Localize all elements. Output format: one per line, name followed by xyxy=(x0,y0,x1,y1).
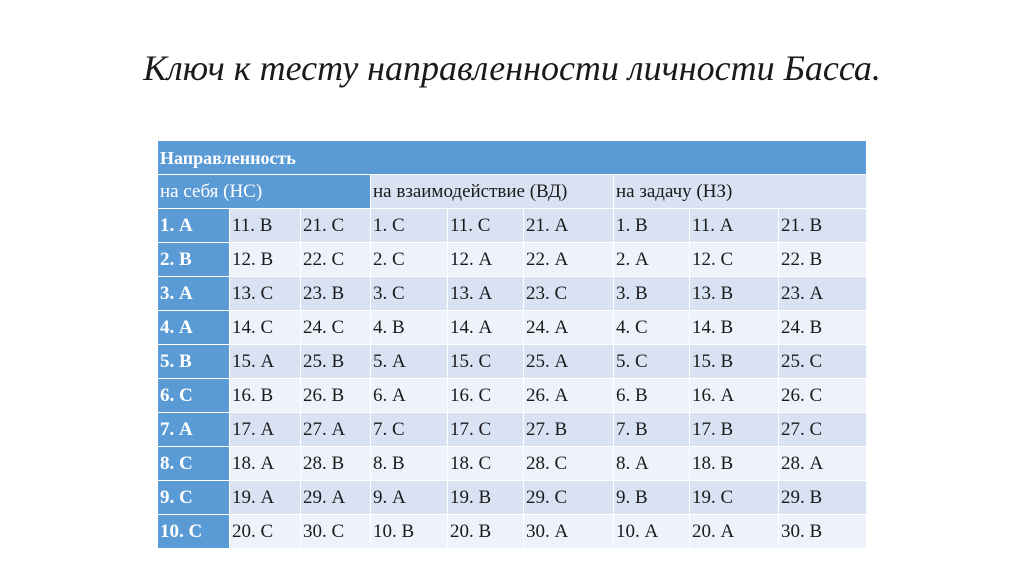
answer-cell: 28. С xyxy=(524,447,614,481)
answer-cell: 10. В xyxy=(371,515,448,549)
answer-cell: 11. В xyxy=(230,209,301,243)
row-number-cell: 5. В xyxy=(158,345,230,379)
table-row xyxy=(158,515,867,549)
table-row xyxy=(158,379,867,413)
answer-cell: 22. С xyxy=(301,243,371,277)
answer-cell: 3. В xyxy=(614,277,690,311)
answer-cell: 11. А xyxy=(690,209,779,243)
table-row xyxy=(158,277,867,311)
answer-cell: 22. А xyxy=(524,243,614,277)
answer-cell: 24. С xyxy=(301,311,371,345)
answer-key-table xyxy=(157,140,867,549)
table-row xyxy=(158,481,867,515)
answer-cell: 24. В xyxy=(779,311,867,345)
answer-cell: 12. В xyxy=(230,243,301,277)
answer-cell: 27. В xyxy=(524,413,614,447)
answer-cell: 18. С xyxy=(448,447,524,481)
answer-cell: 27. С xyxy=(779,413,867,447)
answer-cell: 25. А xyxy=(524,345,614,379)
answer-cell: 28. В xyxy=(301,447,371,481)
row-number-cell: 7. А xyxy=(158,413,230,447)
answer-cell: 7. В xyxy=(614,413,690,447)
answer-cell: 16. В xyxy=(230,379,301,413)
answer-cell: 19. С xyxy=(690,481,779,515)
answer-cell: 2. С xyxy=(371,243,448,277)
answer-cell: 20. С xyxy=(230,515,301,549)
table-row xyxy=(158,209,867,243)
answer-cell: 15. А xyxy=(230,345,301,379)
answer-cell: 24. А xyxy=(524,311,614,345)
answer-cell: 29. А xyxy=(301,481,371,515)
row-number-cell: 4. А xyxy=(158,311,230,345)
answer-cell: 2. А xyxy=(614,243,690,277)
table-row xyxy=(158,413,867,447)
answer-cell: 18. А xyxy=(230,447,301,481)
answer-cell: 30. В xyxy=(779,515,867,549)
answer-cell: 15. В xyxy=(690,345,779,379)
row-number-cell: 1. А xyxy=(158,209,230,243)
answer-cell: 16. А xyxy=(690,379,779,413)
answer-cell: 26. С xyxy=(779,379,867,413)
answer-cell: 28. А xyxy=(779,447,867,481)
answer-cell: 29. В xyxy=(779,481,867,515)
answer-cell: 25. С xyxy=(779,345,867,379)
table-row xyxy=(158,243,867,277)
answer-cell: 13. А xyxy=(448,277,524,311)
group-task: на задачу (НЗ) xyxy=(614,175,867,209)
answer-cell: 12. А xyxy=(448,243,524,277)
header-direction: Направленность xyxy=(158,141,867,175)
answer-cell: 30. А xyxy=(524,515,614,549)
answer-cell: 13. В xyxy=(690,277,779,311)
answer-cell: 5. С xyxy=(614,345,690,379)
header-row xyxy=(158,141,867,175)
answer-cell: 25. В xyxy=(301,345,371,379)
answer-cell: 3. С xyxy=(371,277,448,311)
answer-cell: 23. С xyxy=(524,277,614,311)
answer-cell: 12. С xyxy=(690,243,779,277)
group-row xyxy=(158,175,867,209)
answer-key-body xyxy=(158,141,867,549)
answer-cell: 23. В xyxy=(301,277,371,311)
answer-cell: 29. С xyxy=(524,481,614,515)
row-number-cell: 6. С xyxy=(158,379,230,413)
group-self: на себя (НС) xyxy=(158,175,371,209)
table-row xyxy=(158,311,867,345)
row-number-cell: 8. С xyxy=(158,447,230,481)
answer-cell: 22. В xyxy=(779,243,867,277)
answer-cell: 17. С xyxy=(448,413,524,447)
answer-cell: 17. А xyxy=(230,413,301,447)
answer-cell: 19. А xyxy=(230,481,301,515)
answer-cell: 30. С xyxy=(301,515,371,549)
group-interaction: на взаимодействие (ВД) xyxy=(371,175,614,209)
answer-cell: 16. С xyxy=(448,379,524,413)
table-row xyxy=(158,345,867,379)
answer-cell: 21. В xyxy=(779,209,867,243)
answer-cell: 18. В xyxy=(690,447,779,481)
answer-cell: 26. В xyxy=(301,379,371,413)
row-number-cell: 9. С xyxy=(158,481,230,515)
table-row xyxy=(158,447,867,481)
row-number-cell: 2. В xyxy=(158,243,230,277)
answer-cell: 15. С xyxy=(448,345,524,379)
answer-cell: 9. В xyxy=(614,481,690,515)
answer-cell: 20. А xyxy=(690,515,779,549)
answer-cell: 23. А xyxy=(779,277,867,311)
answer-cell: 4. В xyxy=(371,311,448,345)
answer-cell: 1. С xyxy=(371,209,448,243)
answer-cell: 14. С xyxy=(230,311,301,345)
answer-cell: 13. С xyxy=(230,277,301,311)
answer-cell: 4. С xyxy=(614,311,690,345)
row-number-cell: 3. А xyxy=(158,277,230,311)
answer-cell: 26. А xyxy=(524,379,614,413)
answer-cell: 6. А xyxy=(371,379,448,413)
page-title: Ключ к тесту направленности личности Басса. xyxy=(143,48,881,88)
answer-cell: 7. С xyxy=(371,413,448,447)
answer-cell: 27. А xyxy=(301,413,371,447)
answer-cell: 21. А xyxy=(524,209,614,243)
answer-cell: 14. А xyxy=(448,311,524,345)
answer-cell: 5. А xyxy=(371,345,448,379)
answer-cell: 21. С xyxy=(301,209,371,243)
row-number-cell: 10. С xyxy=(158,515,230,549)
answer-cell: 1. В xyxy=(614,209,690,243)
answer-cell: 8. А xyxy=(614,447,690,481)
answer-cell: 14. В xyxy=(690,311,779,345)
answer-cell: 10. А xyxy=(614,515,690,549)
answer-cell: 19. В xyxy=(448,481,524,515)
answer-cell: 17. В xyxy=(690,413,779,447)
answer-cell: 8. В xyxy=(371,447,448,481)
answer-cell: 9. А xyxy=(371,481,448,515)
answer-cell: 20. В xyxy=(448,515,524,549)
answer-cell: 11. С xyxy=(448,209,524,243)
answer-cell: 6. В xyxy=(614,379,690,413)
